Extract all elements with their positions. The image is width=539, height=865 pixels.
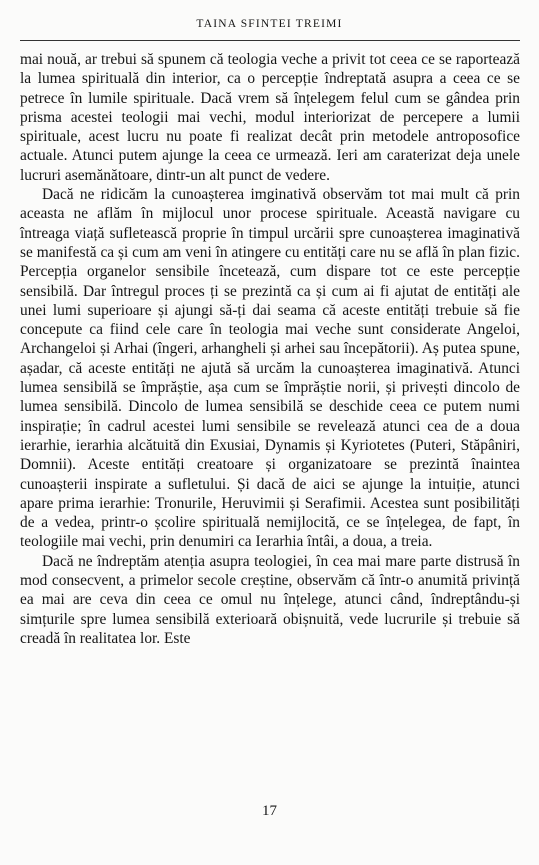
body-text [20,50,520,648]
running-header: TAINA SFINTEI TREIMI [196,18,343,30]
paragraph-continued: mai nouă, ar trebui să spunem că teologia veche a privit tot ceea ce se raportează la lumea spirituală din interior, ca o percepție îndreptată asupra a ceea ce se petrece în lumile spirituale. Dacă vrem să înțelegem felul cum se gândea prin prisma acestei teologii mai vechi, modul interiorizat de percepere a lumii spirituale, acest lucru nu poate fi realizat decât prin metodele antroposofice actuale. Atunci putem ajunge la ceea ce urmează. Ieri am caraterizat deja unele lucruri asemănătoare, dintr-un alt punct de vedere. [20,51,520,184]
header-rule [20,40,520,41]
paragraph-imaginative-knowledge: Dacă ne ridicăm la cunoașterea imginativă observăm tot mai mult că prin aceasta ne aflăm în mijlocul unor procese spirituale. Această navigare cu întreaga viață sufletească proprie în timpul urcării spre cunoașterea imaginativă se manifestă ca și cum am veni în atingere cu entități care nu se află în plan fizic. Percepția organelor sensibile încetează, cum dispare tot ce este percepție sensibilă. Dar întregul proces ți se prezintă ca și cum ai fi ajutat de entități ale unei lumi superioare și ajungi să-ți dai seama că aceste entități trebuie să fie concepute ca fiind cele care în teologia mai veche sunt considerate Angeloi, Archangeloi și Arhai (îngeri, arhangheli și arhei sau începătorii). Aș putea spune, așadar, că aceste entități ne ajută să urcăm la cunoașterea imaginativă. Atunci lumea sensibilă se împrăștie, așa cum se împrăștie norii, și privești dincolo de lumea sensibilă. Dincolo de lumea sensibilă se deschide ceea ce putem numi inspirație; în cadrul acestei lumi sensibile se revelează atunci cea de a doua ierarhie, ierarhia alcătuită din Exusiai, Dynamis și Kyriotetes (Puteri, Stăpâniri, Domnii). Aceste entități creatoare și organizatoare se prezintă înaintea cunoașterii inspirate a sufletului. Și dacă de aici se ajunge la intuiție, atunci apare prima ierarhie: Tronurile, Heruvimii și Serafimii. Acestea sunt posibilități de a vedea, printr-o școlire spirituală nemijlocită, ce se înțelegea, de fapt, în teologiile mai vechi, prin denumiri ca Ierarhia întâi, a doua, a treia. [20,186,520,551]
paragraph-theology: Dacă ne îndreptăm atenția asupra teologiei, în cea mai mare parte distrusă în mod consecvent, a primelor secole creștine, observăm că într-o anumită privință ea mai are ceva din ceea ce omul nu înțelege, atunci când, îndreptându-și simțurile spre lumea sensibilă exterioară obișnuită, vede lucrurile și trebuie să creadă în realitatea lor. Este [20,552,520,647]
page-number: 17 [262,803,277,819]
